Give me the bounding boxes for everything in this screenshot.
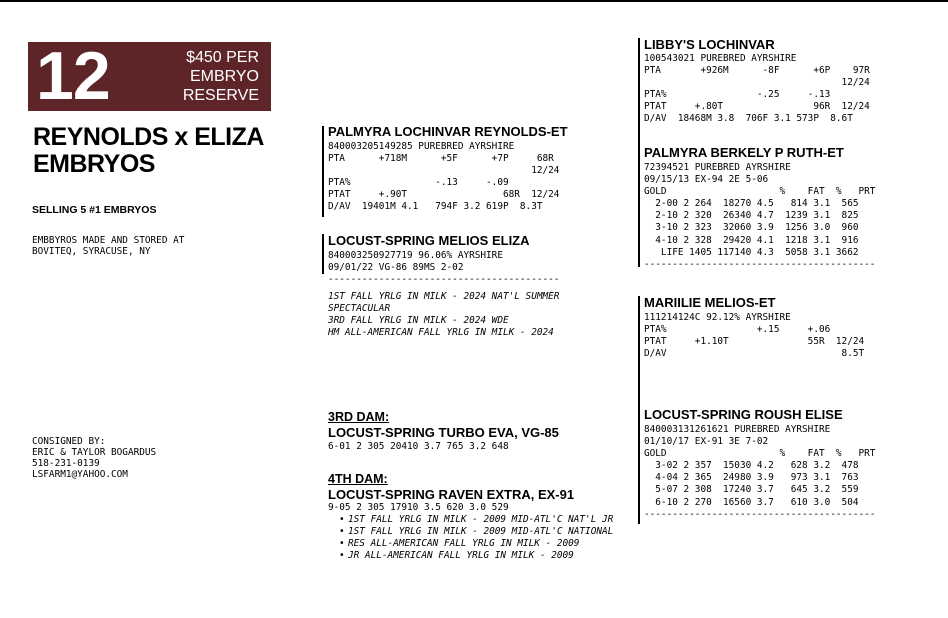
dam-pedigree-bracket xyxy=(638,296,640,524)
honor-item xyxy=(328,538,638,550)
sire-line: D/AV 19401M 4.1 794F 3.2 619P 8.3T xyxy=(328,201,543,213)
consignor-line: 518-231-0139 xyxy=(32,458,100,469)
dam-dam-line: 01/10/17 EX-91 3E 7-02 xyxy=(644,436,769,448)
sire-dam-line: 3-10 2 323 32060 3.9 1256 3.0 960 xyxy=(644,222,859,234)
dam-sire-line: 111214124C 92.12% AYRSHIRE xyxy=(644,312,791,323)
dam-dam-line: 840003131261621 PUREBRED AYRSHIRE xyxy=(644,424,831,435)
sire-dam-line: 4-10 2 328 29420 4.1 1218 3.1 916 xyxy=(644,234,859,246)
honor-line: 1ST FALL YRLG IN MILK - 2024 NAT'L SUMMER xyxy=(328,291,560,302)
sire-sire-line: D/AV 18468M 3.8 706F 3.1 573P 8.6T xyxy=(644,113,853,125)
honor-text: JR ALL-AMERICAN FALL YRLG IN MILK - 2009 xyxy=(348,550,574,562)
sire-dam-line: LIFE 1405 117140 4.3 5058 3.1 3662 xyxy=(644,246,859,258)
storage-line: EMBBYROS MADE AND STORED AT xyxy=(32,235,185,246)
sire-dam-details xyxy=(644,162,875,271)
lot-number: 12 xyxy=(36,38,110,114)
sire-pedigree-bracket xyxy=(638,38,640,267)
honor-line: HM ALL-AMERICAN FALL YRLG IN MILK - 2024 xyxy=(328,327,554,339)
lot-price xyxy=(183,48,259,105)
dam-name: LOCUST-SPRING MELIOS ELIZA xyxy=(328,233,530,248)
consignor-line: CONSIGNED BY: xyxy=(32,436,106,447)
sire-dam-name: PALMYRA BERKELY P RUTH-ET xyxy=(644,145,844,160)
honor-item xyxy=(328,514,618,526)
third-dam-label: 3RD DAM: xyxy=(328,410,390,424)
dam-dam-line: GOLD % FAT % PRT xyxy=(644,448,876,460)
honor-text: RES ALL-AMERICAN FALL YRLG IN MILK - 2009 xyxy=(348,538,580,550)
top-border xyxy=(0,0,948,2)
dam-sire-details xyxy=(644,312,864,360)
fourth-dam-honors xyxy=(328,514,638,562)
selling-note: SELLING 5 #1 EMBRYOS xyxy=(32,204,157,216)
sire-dam-line: 72394521 PUREBRED AYRSHIRE xyxy=(644,162,791,173)
honor-line: 3RD FALL YRLG IN MILK - 2024 WDE xyxy=(328,315,509,327)
sire-dam-line: GOLD % FAT % PRT xyxy=(644,186,876,198)
sire-sire-line: PTAT +.80T 96R 12/24 xyxy=(644,101,870,113)
fourth-dam-record: 9-05 2 305 17910 3.5 620 3.0 529 xyxy=(328,502,509,513)
dam-bracket xyxy=(322,234,324,274)
sire-line: 12/24 xyxy=(328,165,560,177)
price-line: $450 PER xyxy=(186,49,259,66)
title-line: REYNOLDS x ELIZA xyxy=(33,123,264,151)
fourth-dam-label: 4TH DAM: xyxy=(328,472,388,486)
dam-dam-line: 4-04 2 365 24980 3.9 973 3.1 763 xyxy=(644,472,859,484)
sire-line: PTAT +.90T 68R 12/24 xyxy=(328,189,560,201)
storage-line: BOVITEQ, SYRACUSE, NY xyxy=(32,246,151,257)
sire-dam-line: 2-10 2 320 26340 4.7 1239 3.1 825 xyxy=(644,210,859,222)
price-line: RESERVE xyxy=(182,87,259,104)
dam-details xyxy=(328,250,559,286)
sire-bracket xyxy=(322,126,324,217)
sire-sire-name: LIBBY'S LOCHINVAR xyxy=(644,37,775,52)
honor-text: 1ST FALL YRLG IN MILK - 2009 MID-ATL'C NAT'L JR xyxy=(348,514,614,525)
sire-sire-details xyxy=(644,53,870,126)
third-dam-name: LOCUST-SPRING TURBO EVA, VG-85 xyxy=(328,425,559,440)
consignor-line: ERIC & TAYLOR BOGARDUS xyxy=(32,447,157,458)
dam-dam-line: ----------------------------------------- xyxy=(644,508,876,520)
sale-title xyxy=(33,124,264,178)
honor-line: SPECTACULAR xyxy=(328,303,391,315)
sire-sire-line: PTA +926M -8F +6P 97R xyxy=(644,65,870,77)
sire-details xyxy=(328,141,559,214)
dam-line: ----------------------------------------- xyxy=(328,274,560,286)
fourth-dam-name: LOCUST-SPRING RAVEN EXTRA, EX-91 xyxy=(328,487,575,502)
honor-item xyxy=(328,550,638,562)
dam-honors xyxy=(328,291,559,339)
dam-dam-name: LOCUST-SPRING ROUSH ELISE xyxy=(644,407,843,422)
sire-sire-line: 100543021 PUREBRED AYRSHIRE xyxy=(644,53,797,64)
dam-sire-name: MARIILIE MELIOS-ET xyxy=(644,295,776,310)
consignor-line: LSFARM1@YAHOO.COM xyxy=(32,469,128,480)
sire-sire-line: 12/24 xyxy=(644,77,870,89)
dam-sire-line: PTA% +.15 +.06 xyxy=(644,324,831,336)
sire-line: 840003205149285 PUREBRED AYRSHIRE xyxy=(328,141,515,152)
sire-dam-line: 2-00 2 264 18270 4.5 814 3.1 565 xyxy=(644,198,859,210)
sire-line: PTA +718M +5F +7P 68R xyxy=(328,153,554,165)
storage-note xyxy=(32,235,184,257)
dam-sire-line: PTAT +1.10T 55R 12/24 xyxy=(644,336,865,348)
sire-sire-line: PTA% -.25 -.13 xyxy=(644,89,831,101)
consignor-block xyxy=(32,436,156,480)
title-line: EMBRYOS xyxy=(33,150,155,178)
price-line: EMBRYO xyxy=(189,68,259,85)
dam-line: 840003250927719 96.06% AYRSHIRE xyxy=(328,250,503,261)
lot-badge xyxy=(28,38,271,114)
sire-dam-line: 09/15/13 EX-94 2E 5-06 xyxy=(644,174,769,186)
honor-item xyxy=(328,526,618,538)
third-dam-record: 6-01 2 305 20410 3.7 765 3.2 648 xyxy=(328,441,509,452)
sire-name: PALMYRA LOCHINVAR REYNOLDS-ET xyxy=(328,124,568,139)
sire-dam-line: ----------------------------------------- xyxy=(644,258,876,270)
dam-dam-line: 6-10 2 270 16560 3.7 610 3.0 504 xyxy=(644,496,859,508)
sire-line: PTA% -.13 -.09 xyxy=(328,177,509,189)
dam-sire-line: D/AV 8.5T xyxy=(644,348,865,360)
honor-text: 1ST FALL YRLG IN MILK - 2009 MID-ATL'C NATIONAL xyxy=(348,526,614,538)
dam-line: 09/01/22 VG-86 89MS 2-02 xyxy=(328,262,464,274)
dam-dam-line: 3-02 2 357 15030 4.2 628 3.2 478 xyxy=(644,460,859,472)
dam-dam-details xyxy=(644,424,875,521)
dam-dam-line: 5-07 2 308 17240 3.7 645 3.2 559 xyxy=(644,484,859,496)
